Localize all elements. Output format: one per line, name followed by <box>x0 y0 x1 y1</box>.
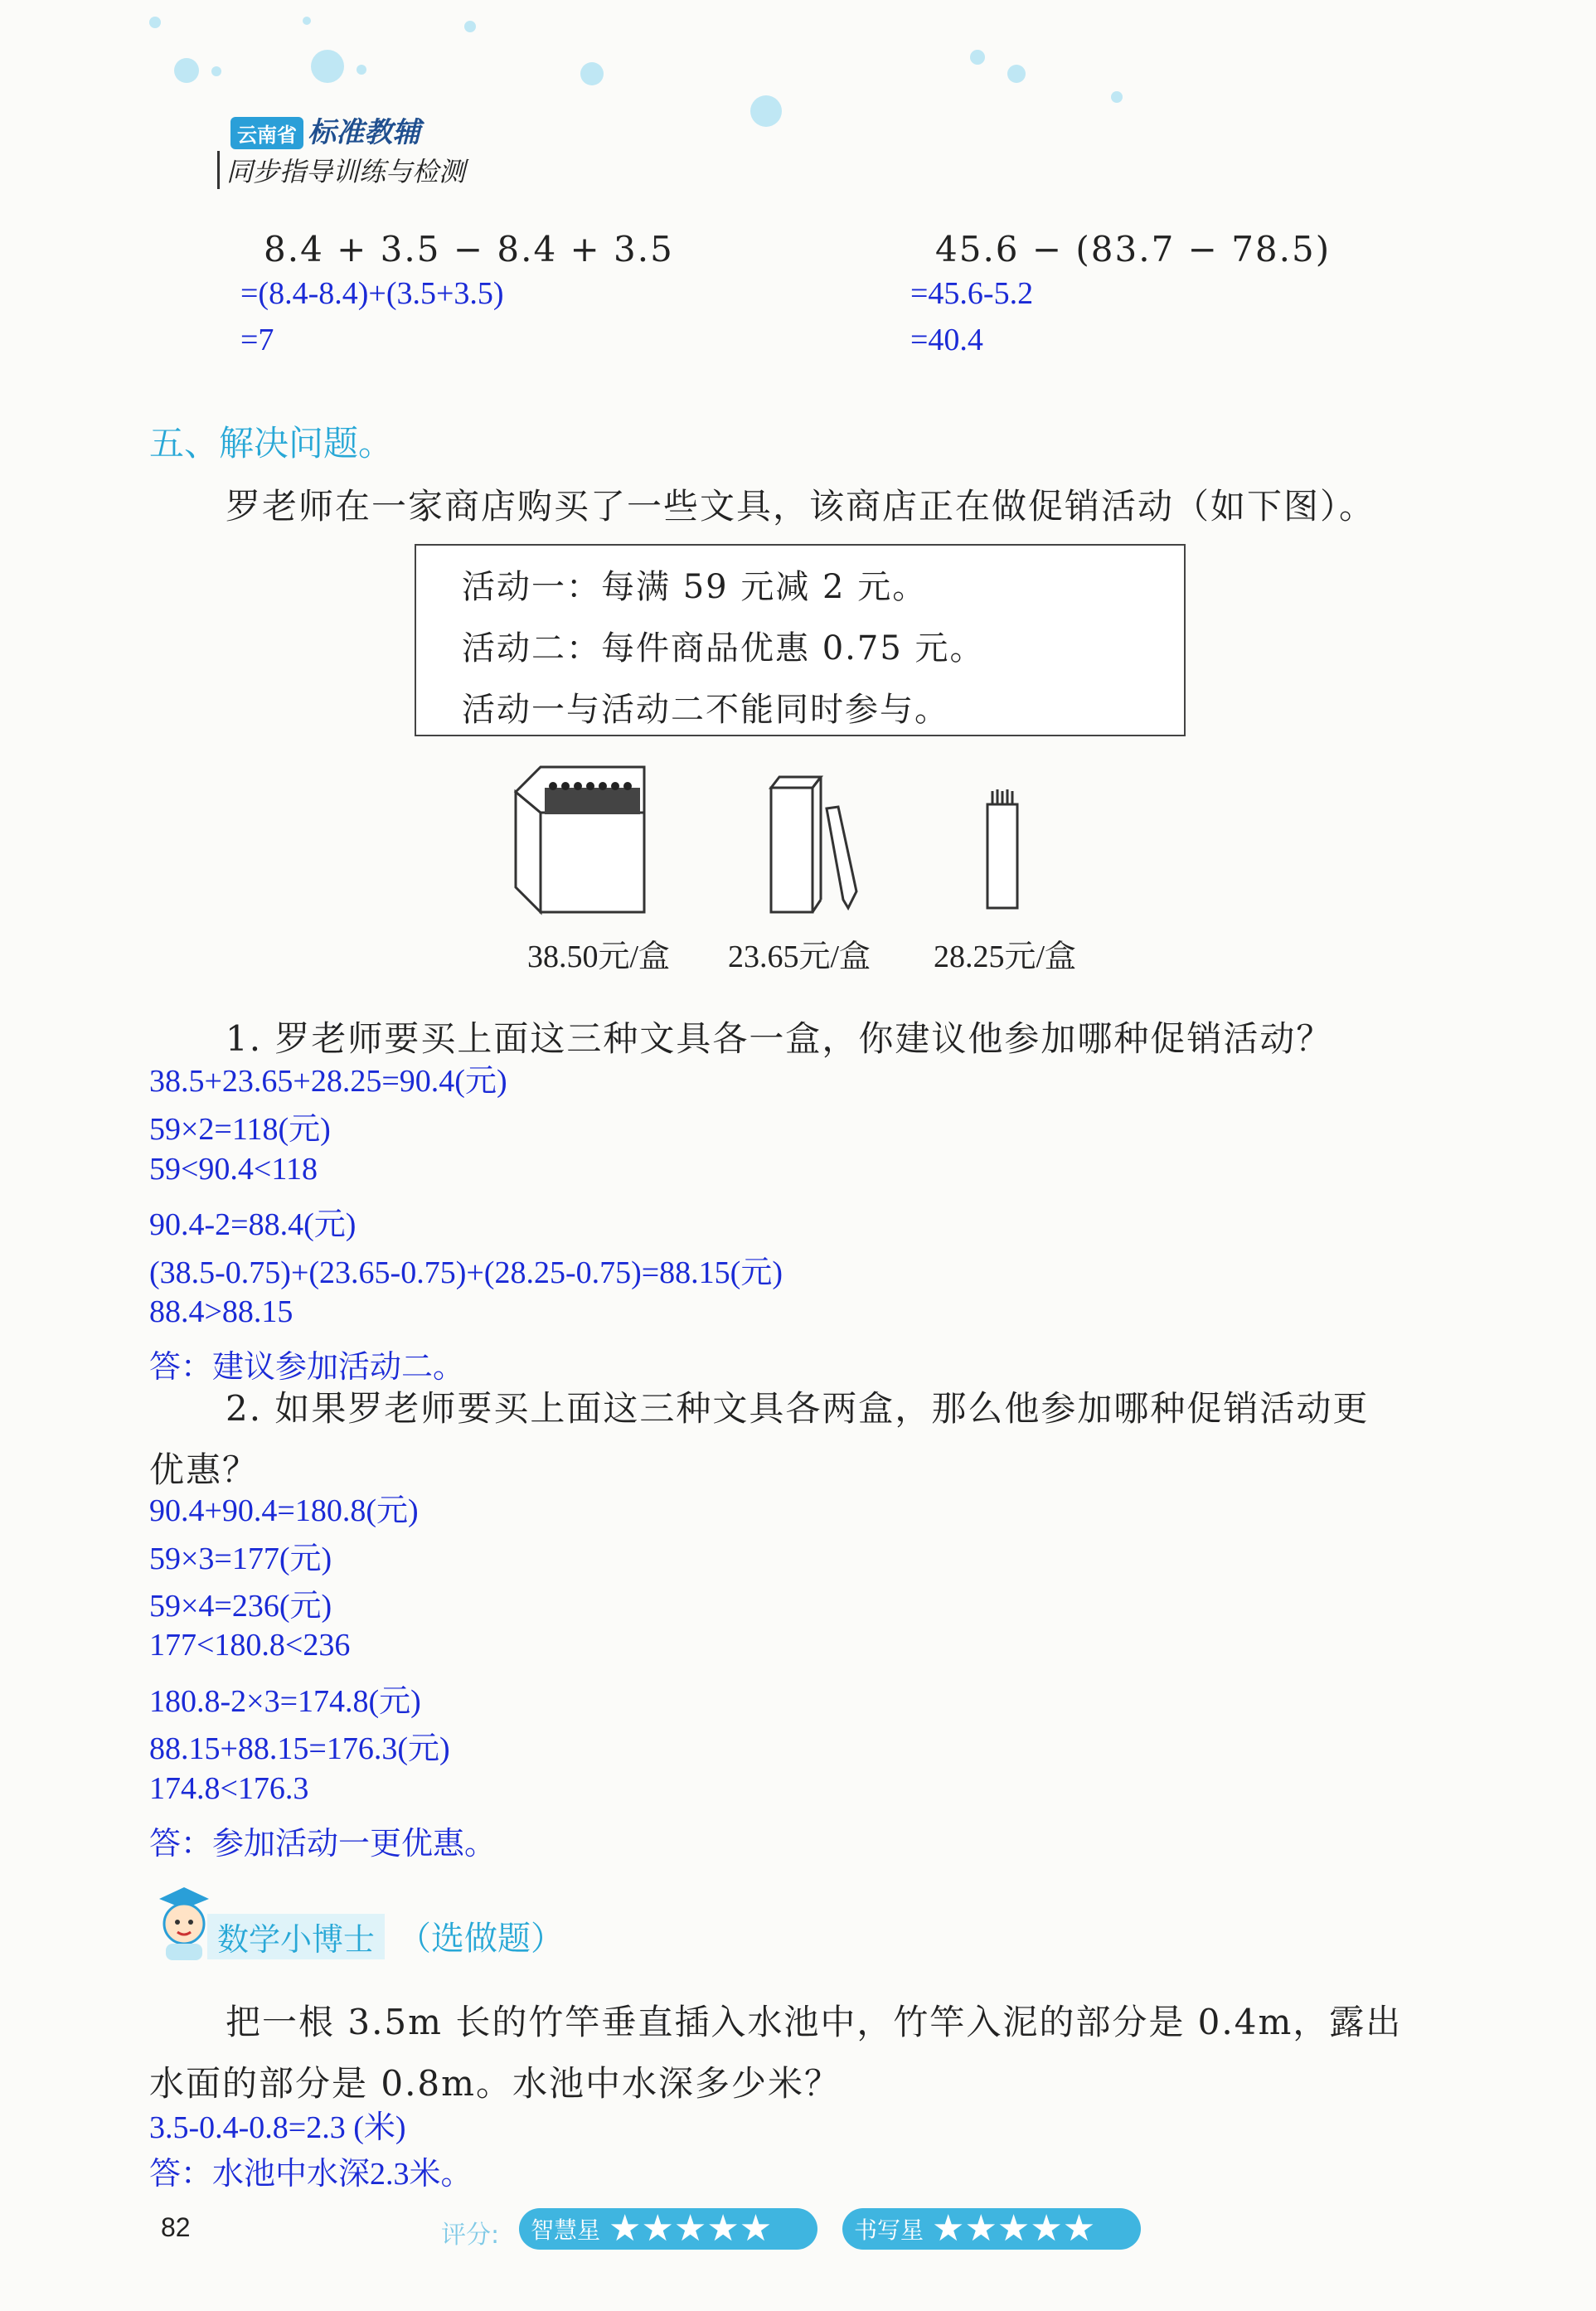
wisdom-star-label: 智慧星 <box>531 2216 601 2244</box>
calc-right-expression: 45.6 − (83.7 − 78.5) <box>935 229 1332 269</box>
problem-intro: 罗老师在一家商店购买了一些文具，该商店正在做促销活动（如下图）。 <box>226 486 1376 527</box>
answer-1-line-3: 59<90.4<118 <box>149 1152 318 1187</box>
writing-star-rating <box>842 2208 1141 2250</box>
brand-name: 标准教辅 <box>308 116 421 149</box>
page-number: 82 <box>161 2212 191 2242</box>
bonus-tag: （选做题） <box>398 1920 564 1958</box>
price-pencil-box: 28.25元/盒 <box>934 939 1077 974</box>
calc-left-step1: =(8.4-8.4)+(3.5+3.5) <box>240 276 504 311</box>
answer-1-line-4: 90.4-2=88.4(元) <box>149 1207 357 1242</box>
calc-left-step2: =7 <box>240 323 274 357</box>
calc-left-expression: 8.4 + 3.5 − 8.4 + 3.5 <box>264 229 674 269</box>
question-1: 1. 罗老师要买上面这三种文具各一盒，你建议他参加哪种促销活动？ <box>226 1018 1333 1059</box>
answer-1-line-2: 59×2=118(元) <box>149 1112 331 1147</box>
answer-2-line-3: 59×4=236(元) <box>149 1589 332 1624</box>
series-subtitle: 同步指导训练与检测 <box>217 151 465 189</box>
question-2-line-1: 2. 如果罗老师要买上面这三种文具各两盒，那么他参加哪种促销活动更 <box>226 1388 1370 1429</box>
answer-1-conclusion: 答：建议参加活动二。 <box>149 1350 465 1385</box>
bonus-question-line-1: 把一根 3.5m 长的竹竿垂直插入水池中，竹竿入泥的部分是 0.4m，露出 <box>226 2002 1403 2042</box>
pencil-tube-illustration <box>982 788 1024 912</box>
brand-logo <box>230 109 420 150</box>
answer-2-line-2: 59×3=177(元) <box>149 1541 332 1576</box>
bonus-question-line-2: 水面的部分是 0.8m。水池中水深多少米？ <box>149 2063 841 2104</box>
marker-box-illustration <box>507 763 657 920</box>
answer-1-line-1: 38.5+23.65+28.25=90.4(元) <box>149 1064 507 1099</box>
brand-badge: 云南省 <box>230 117 303 149</box>
star-icon: ★★★★★ <box>609 2207 773 2250</box>
answer-2-line-6: 88.15+88.15=176.3(元) <box>149 1731 450 1766</box>
bonus-answer-conclusion: 答：水池中水深2.3米。 <box>149 2157 473 2192</box>
bonus-title: 数学小博士 <box>207 1914 385 1959</box>
promo-rule-2: 活动二：每件商品优惠 0.75 元。 <box>462 629 985 668</box>
calc-right-step2: =40.4 <box>910 323 983 357</box>
answer-2-line-5: 180.8-2×3=174.8(元) <box>149 1684 421 1719</box>
answer-1-line-6: 88.4>88.15 <box>149 1294 293 1329</box>
answer-1-line-5: (38.5-0.75)+(23.65-0.75)+(28.25-0.75)=88.15(元) <box>149 1255 783 1290</box>
writing-star-label: 书写星 <box>854 2216 924 2244</box>
star-icon: ★★★★★ <box>932 2207 1096 2250</box>
calc-right-step1: =45.6-5.2 <box>910 276 1034 311</box>
price-pen-box: 23.65元/盒 <box>728 939 871 974</box>
answer-2-conclusion: 答：参加活动一更优惠。 <box>149 1827 497 1862</box>
answer-2-line-4: 177<180.8<236 <box>149 1628 351 1663</box>
promotion-box <box>415 544 1186 736</box>
question-2-line-2: 优惠？ <box>149 1449 260 1490</box>
bonus-answer-line-1: 3.5-0.4-0.8=2.3 (米) <box>149 2110 406 2145</box>
promo-rule-3: 活动一与活动二不能同时参与。 <box>462 691 949 729</box>
answer-2-line-1: 90.4+90.4=180.8(元) <box>149 1493 419 1528</box>
wisdom-star-rating <box>519 2208 817 2250</box>
score-label: 评分: <box>441 2221 500 2250</box>
promo-rule-1: 活动一：每满 59 元减 2 元。 <box>462 568 928 606</box>
answer-2-line-7: 174.8<176.3 <box>149 1771 309 1806</box>
pen-box-illustration <box>767 775 866 916</box>
section-heading: 五、解决问题。 <box>149 423 394 464</box>
price-marker-box: 38.50元/盒 <box>527 939 671 974</box>
